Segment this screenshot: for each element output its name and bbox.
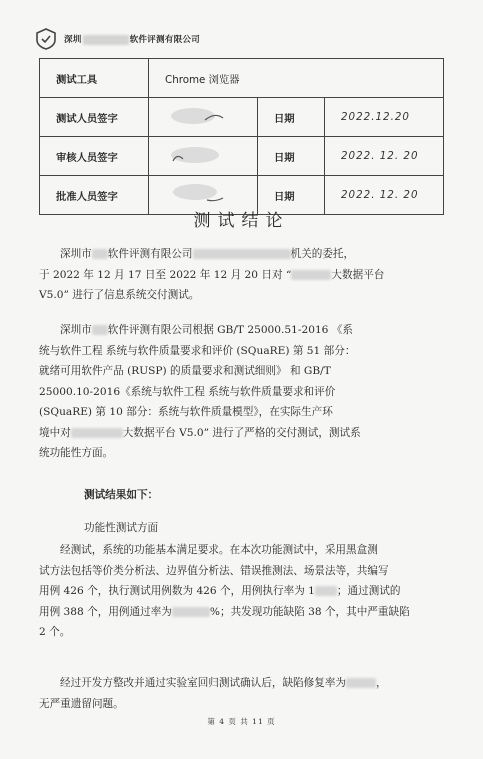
text-fragment: 大数据平台 V5.0” 进行了严格的交付测试，测试系 [122, 426, 361, 439]
text-fragment: 于 2022 年 12 月 17 日至 2022 年 12 月 20 日对 “ [39, 268, 292, 281]
paragraph-standards [39, 320, 444, 464]
table-row [40, 59, 444, 98]
table-row [40, 98, 444, 137]
redaction [193, 249, 291, 259]
functional-test-heading: 功能性测试方面 [84, 522, 159, 534]
test-tool-value: Chrome 浏览器 [149, 59, 444, 98]
text-fragment: 深圳市 [60, 324, 92, 336]
text-fragment: 就绪可用软件产品 (RUSP) 的质量要求和测试细则》 和 GB/T [39, 365, 331, 377]
conclusion-heading: 测试结论 [193, 211, 290, 231]
text-fragment: ；通过测试的 [336, 585, 401, 597]
page-header [34, 28, 200, 50]
tester-date: 2022.12.20 [325, 98, 444, 137]
text-fragment: 软件评测有限公司根据 GB/T 25000.51-2016 《系 [107, 324, 353, 336]
text-fragment: 用例 426 个，执行测试用例数为 426 个，用例执行率为 1 [39, 585, 315, 597]
approver-date: 2022. 12. 20 [325, 176, 444, 215]
paragraph-functional-results [39, 540, 444, 643]
redaction [83, 35, 129, 45]
table-row [40, 137, 444, 176]
text-fragment: 统功能性方面。 [39, 447, 114, 459]
approver-signature-label: 批准人员签字 [40, 176, 149, 215]
text-fragment: V5.0” 进行了信息系统交付测试。 [39, 289, 200, 301]
reviewer-date: 2022. 12. 20 [325, 137, 444, 176]
text-fragment: 用例 388 个，用例通过率为 [39, 605, 172, 618]
text-fragment: 深圳市 [60, 248, 92, 260]
text-fragment: 软件评测有限公司 [107, 248, 193, 260]
company-name-suffix: 软件评测有限公司 [129, 35, 200, 45]
redaction [92, 249, 108, 259]
redaction [71, 428, 123, 438]
redaction [291, 270, 331, 280]
text-fragment: 无严重遗留问题。 [39, 697, 124, 710]
date-label: 日期 [258, 98, 325, 137]
text-fragment: 统与软件工程 系统与软件质量要求和评价 (SQuaRE) 第 51 部分： [39, 344, 356, 357]
date-label: 日期 [258, 137, 325, 176]
date-label: 日期 [258, 176, 325, 215]
text-fragment: 机关的委托， [290, 248, 355, 260]
signature-table [39, 58, 444, 215]
redaction [172, 607, 210, 617]
redaction [92, 325, 108, 335]
text-fragment: 25000.10-2016《系统与软件工程 系统与软件质量要求和评价 [39, 385, 336, 398]
redaction [346, 678, 376, 688]
tester-signature [149, 98, 258, 137]
tester-signature-label: 测试人员签字 [40, 98, 149, 137]
company-name-prefix: 深圳 [64, 35, 82, 45]
paragraph-defect-fix [39, 673, 444, 714]
text-fragment: 经测试，系统的功能基本满足要求。在本次功能测试中，采用黑盒测 [60, 544, 378, 556]
text-fragment: 大数据平台 [331, 268, 385, 281]
page-number: 第 4 页 共 11 页 [207, 717, 276, 726]
text-fragment: 2 个。 [39, 626, 71, 638]
text-fragment: 试方法包括等价类分析法、边界值分析法、错误推测法、场景法等，共编写 [39, 564, 389, 577]
test-tool-label: 测试工具 [40, 59, 149, 98]
text-fragment: (SQuaRE) 第 10 部分：系统与软件质量模型》，在实际生产环 [39, 406, 333, 418]
reviewer-signature-label: 审核人员签字 [40, 137, 149, 176]
text-fragment: 境中对 [39, 426, 71, 439]
paragraph-commission [39, 244, 444, 306]
text-fragment: %；共发现功能缺陷 38 个，其中严重缺陷 [209, 605, 410, 618]
redaction [315, 586, 337, 596]
results-heading: 测试结果如下： [84, 489, 159, 501]
reviewer-signature [149, 137, 258, 176]
text-fragment: ， [376, 677, 387, 689]
text-fragment: 经过开发方整改并通过实验室回归测试确认后，缺陷修复率为 [60, 677, 347, 689]
company-logo-icon [34, 27, 58, 51]
company-name [64, 33, 200, 45]
